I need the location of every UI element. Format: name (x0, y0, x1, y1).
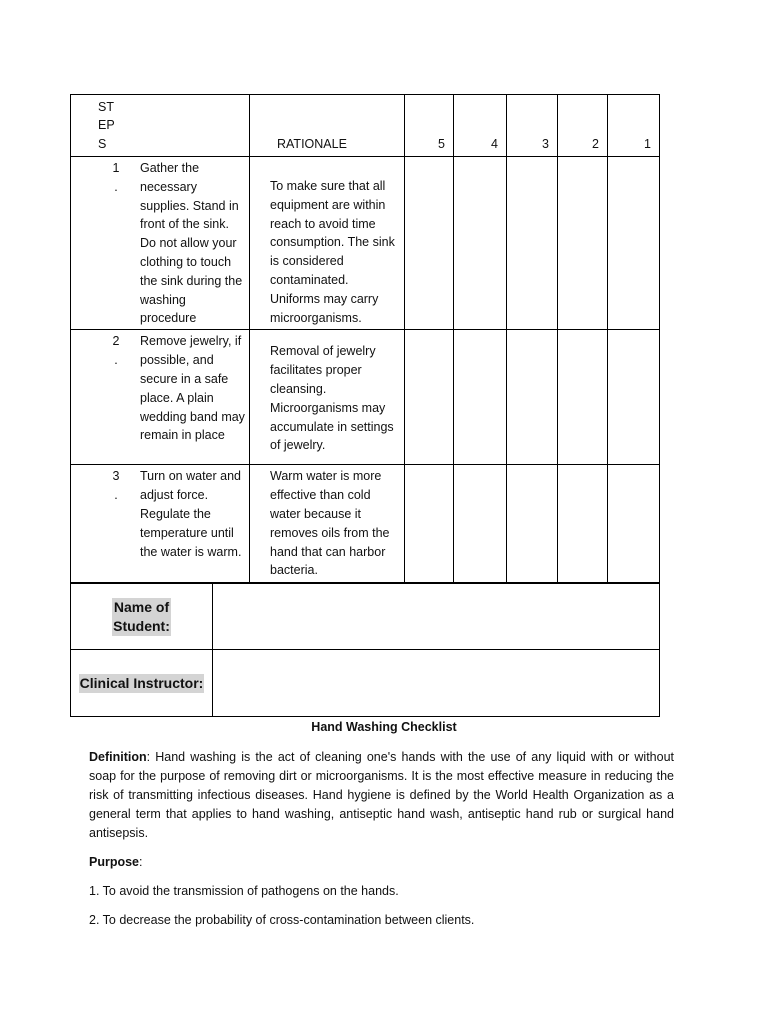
table-header-row (71, 95, 660, 157)
purpose-item: 2. To decrease the probability of cross-contamination between clients. (89, 913, 475, 927)
checklist-table (70, 94, 660, 583)
score-header-5: 5 (405, 95, 454, 157)
step-cell (71, 465, 250, 583)
steps-header-line: ST (98, 99, 114, 114)
instructor-row (71, 650, 660, 717)
score-cell-1[interactable] (608, 330, 660, 465)
step-number-digit: 1 (112, 161, 120, 175)
clinical-instructor-field[interactable] (213, 650, 660, 717)
score-cell-5[interactable] (405, 157, 454, 330)
score-cell-1[interactable] (608, 157, 660, 330)
student-info-table (70, 583, 660, 717)
purpose-label: Purpose (89, 855, 140, 869)
purpose-heading (89, 853, 674, 872)
student-name-label-line: Student: (113, 617, 170, 634)
student-name-label-cell (71, 584, 213, 650)
score-cell-1[interactable] (608, 465, 660, 583)
score-cell-4[interactable] (454, 157, 507, 330)
step-number-dot: . (114, 353, 118, 368)
step-cell (71, 157, 250, 330)
score-cell-3[interactable] (507, 330, 558, 465)
step-cell (71, 330, 250, 465)
score-cell-3[interactable] (507, 465, 558, 583)
step-text: Remove jewelry, if possible, and secure in a safe place. A plain wedding band may remain in place (140, 334, 245, 443)
score-cell-2[interactable] (558, 157, 608, 330)
steps-header-line: EP (98, 118, 115, 133)
table-row (71, 465, 660, 583)
step-number-digit: 3 (112, 469, 120, 484)
student-name-row (71, 584, 660, 650)
steps-header (71, 95, 250, 157)
step-number (111, 467, 121, 505)
step-text: Gather the necessary supplies. Stand in front of the sink. Do not allow your clothing to touch the sink during the washing procedure (140, 161, 243, 326)
rationale-header: RATIONALE (250, 95, 405, 157)
steps-header-line: S (98, 137, 107, 152)
instructor-label-cell (71, 650, 213, 717)
rationale-cell: Warm water is more effective than cold water because it removes oils from the hand that can harbor bacteria. (250, 465, 405, 583)
score-cell-4[interactable] (454, 465, 507, 583)
clinical-instructor-label: Clinical Instructor: (79, 674, 204, 691)
step-number (111, 159, 121, 197)
table-row (71, 330, 660, 465)
definition-label: Definition (89, 750, 147, 764)
rationale-cell: To make sure that all equipment are within reach to avoid time consumption. The sink is considered contaminated. Uniforms may carry microorganisms. (250, 157, 405, 330)
purpose-colon: : (139, 855, 143, 869)
step-number-digit: 2 (112, 334, 120, 349)
rationale-cell: Removal of jewelry facilitates proper cleansing. Microorganisms may accumulate in settings of jewelry. (250, 330, 405, 465)
score-header-2: 2 (558, 95, 608, 157)
score-cell-5[interactable] (405, 330, 454, 465)
document-title: Hand Washing Checklist (311, 720, 457, 734)
score-header-4: 4 (454, 95, 507, 157)
score-cell-4[interactable] (454, 330, 507, 465)
score-cell-2[interactable] (558, 330, 608, 465)
purpose-item: 1. To avoid the transmission of pathogens on the hands. (89, 884, 399, 898)
student-name-label-line: Name of (113, 598, 170, 615)
score-cell-5[interactable] (405, 465, 454, 583)
step-number-dot: . (114, 179, 118, 194)
score-cell-2[interactable] (558, 465, 608, 583)
step-text: Turn on water and adjust force. Regulate the temperature until the water is warm. (140, 469, 242, 559)
step-number (111, 332, 121, 370)
student-name-label (112, 598, 171, 636)
table-row (71, 157, 660, 330)
score-cell-3[interactable] (507, 157, 558, 330)
student-name-field[interactable] (213, 584, 660, 650)
score-header-1: 1 (608, 95, 660, 157)
definition-text: : Hand washing is the act of cleaning one's hands with the use of any liquid with or without soap for the purpose of removing dirt or microorganisms. It is the most effective measure in reducing the risk of transmitting infectious diseases. Hand hygiene is defined by the World Health Organization as a general term that applies to hand washing, antiseptic hand wash, antiseptic hand rub or surgical hand antisepsis. (89, 750, 674, 840)
step-number-dot: . (114, 488, 118, 503)
definition-paragraph (89, 748, 674, 843)
score-header-3: 3 (507, 95, 558, 157)
